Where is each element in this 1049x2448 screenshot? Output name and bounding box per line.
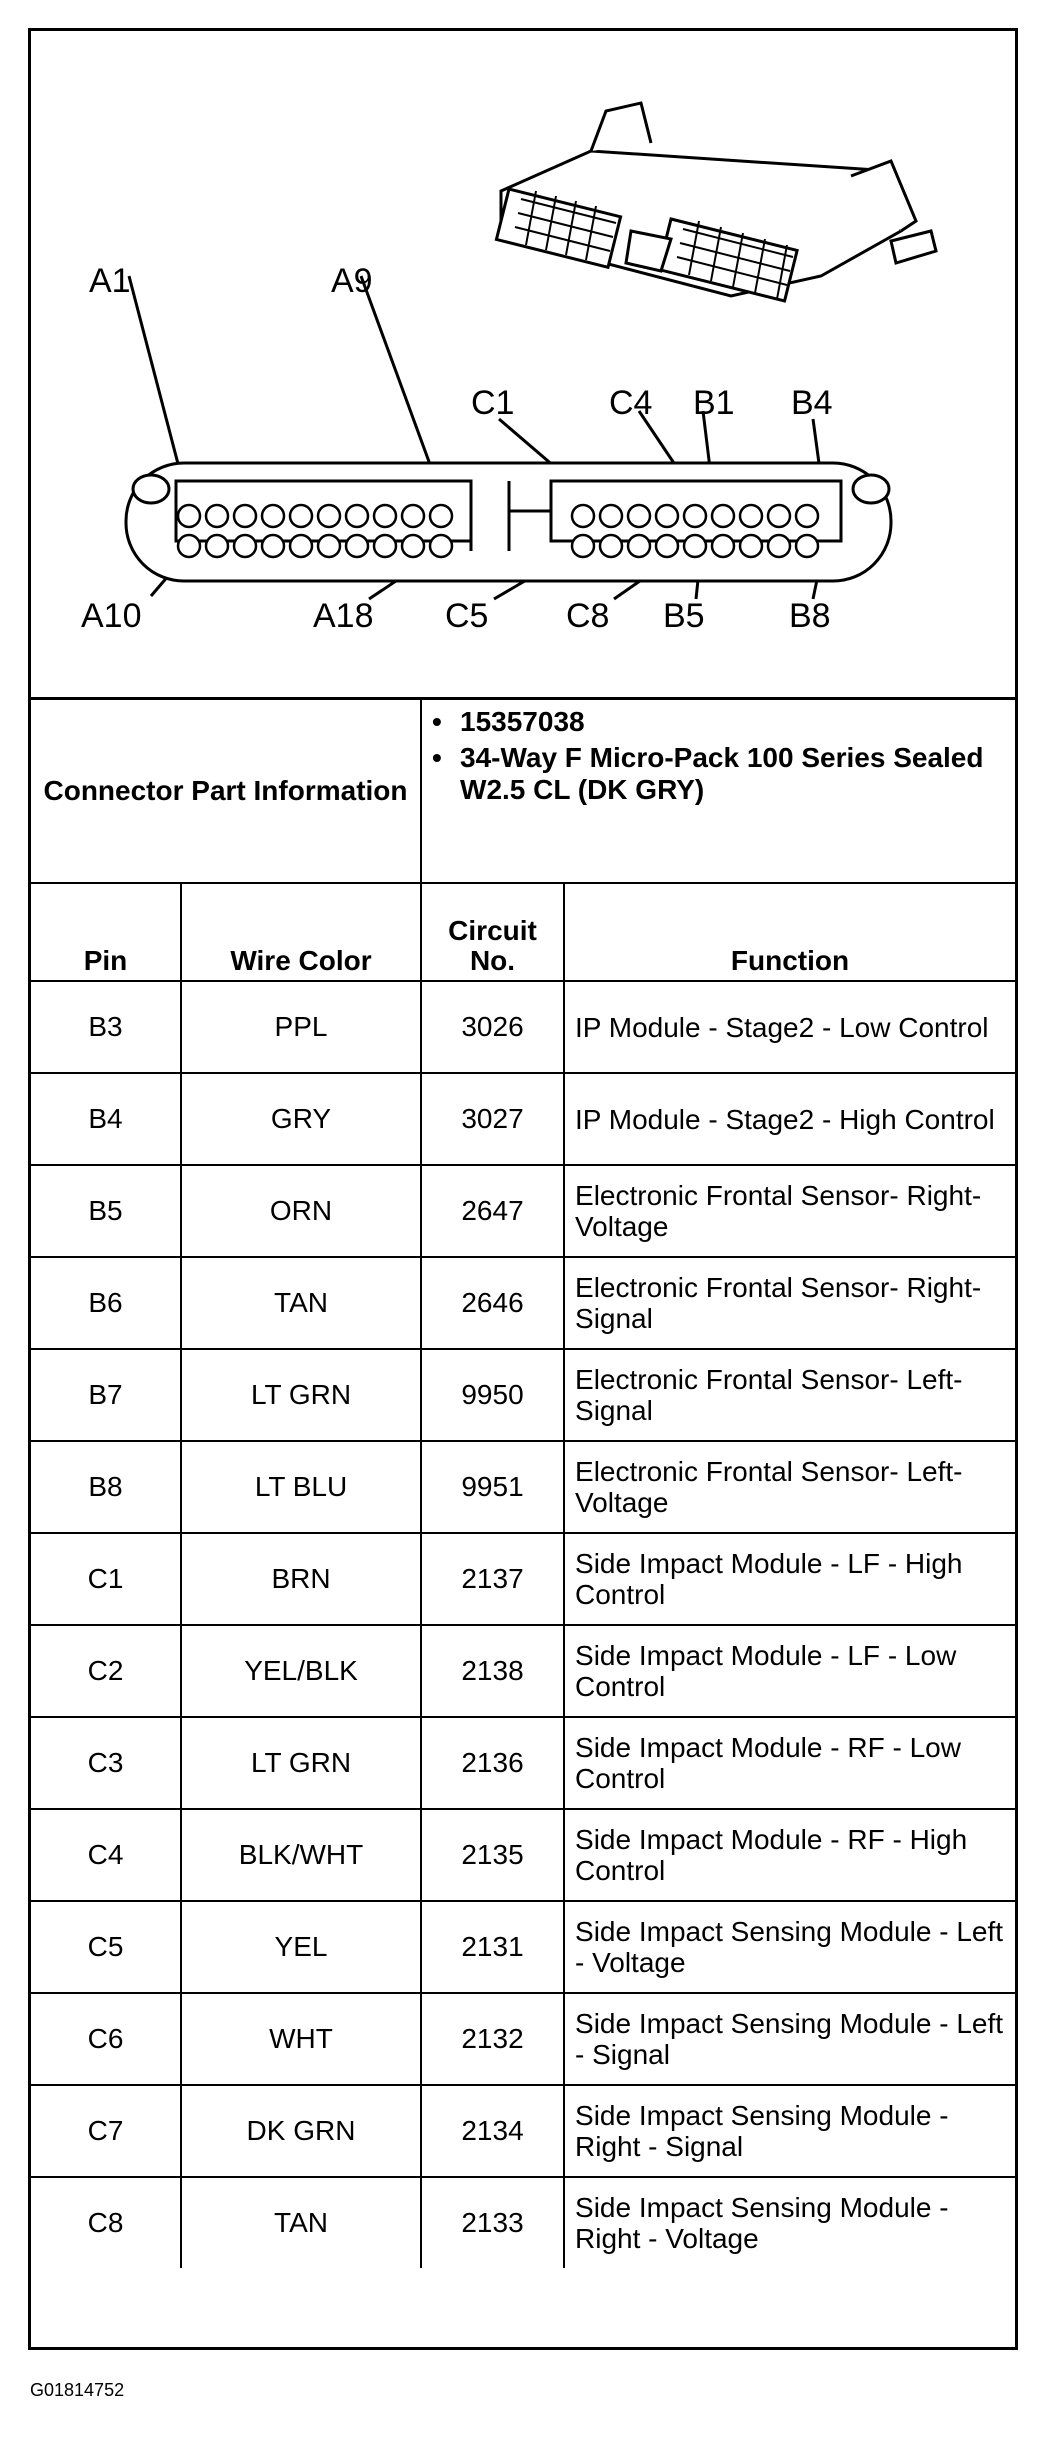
cell-circuit: 3027 <box>421 1073 564 1165</box>
connector-sheet <box>28 28 1018 2350</box>
cell-pin: C3 <box>31 1717 181 1809</box>
table-row <box>31 1717 1015 1809</box>
cell-pin: B3 <box>31 981 181 1073</box>
cell-pin: B6 <box>31 1257 181 1349</box>
cell-circuit: 2131 <box>421 1901 564 1993</box>
connector-face-drawing <box>31 31 1015 697</box>
connector-description: • 34-Way F Micro-Pack 100 Series Sealed W2.5 CL (DK GRY) <box>460 742 1015 806</box>
cell-pin: C1 <box>31 1533 181 1625</box>
cell-wire-color: YEL/BLK <box>181 1625 421 1717</box>
cell-function: Electronic Frontal Sensor- Right- Signal <box>564 1257 1015 1349</box>
pin-label-a18: A18 <box>313 597 374 635</box>
pin-label-c1: C1 <box>471 384 515 422</box>
table-row <box>31 1165 1015 1257</box>
pin-label-a1: A1 <box>89 262 131 300</box>
cell-circuit: 2135 <box>421 1809 564 1901</box>
cell-circuit: 2138 <box>421 1625 564 1717</box>
cell-wire-color: LT GRN <box>181 1349 421 1441</box>
table-row <box>31 1901 1015 1993</box>
header-function: Function <box>564 883 1015 981</box>
table-row <box>31 1533 1015 1625</box>
cell-function: Side Impact Sensing Module - Left - Voltage <box>564 1901 1015 1993</box>
cell-circuit: 9951 <box>421 1441 564 1533</box>
pin-label-a9: A9 <box>331 262 373 300</box>
cell-function: Side Impact Module - LF - High Control <box>564 1533 1015 1625</box>
pin-label-a10: A10 <box>81 597 142 635</box>
cell-wire-color: DK GRN <box>181 2085 421 2177</box>
cell-circuit: 2134 <box>421 2085 564 2177</box>
cell-wire-color: LT GRN <box>181 1717 421 1809</box>
pin-label-c4: C4 <box>609 384 653 422</box>
table-row <box>31 1257 1015 1349</box>
pin-label-c8: C8 <box>566 597 610 635</box>
cell-pin: B8 <box>31 1441 181 1533</box>
cell-wire-color: TAN <box>181 2177 421 2268</box>
pin-label-b1: B1 <box>693 384 735 422</box>
cell-function: IP Module - Stage2 - High Control <box>564 1073 1015 1165</box>
pinout-rows <box>31 981 1015 2268</box>
cell-function: Side Impact Sensing Module - Right - Voltage <box>564 2177 1015 2268</box>
table-row <box>31 1809 1015 1901</box>
cell-wire-color: WHT <box>181 1993 421 2085</box>
pin-label-b8: B8 <box>789 597 831 635</box>
cell-pin: B5 <box>31 1165 181 1257</box>
cell-function: Electronic Frontal Sensor- Right- Voltage <box>564 1165 1015 1257</box>
header-circuit: Circuit No. <box>421 883 564 981</box>
pin-label-b5: B5 <box>663 597 705 635</box>
cell-circuit: 2646 <box>421 1257 564 1349</box>
table-row <box>31 1073 1015 1165</box>
cell-function: Side Impact Sensing Module - Left - Signal <box>564 1993 1015 2085</box>
cell-circuit: 3026 <box>421 981 564 1073</box>
cell-circuit: 2647 <box>421 1165 564 1257</box>
cell-circuit: 2132 <box>421 1993 564 2085</box>
cell-pin: B4 <box>31 1073 181 1165</box>
connector-3d-illustration <box>496 103 936 301</box>
table-row <box>31 2085 1015 2177</box>
cell-pin: C5 <box>31 1901 181 1993</box>
pin-label-b4: B4 <box>791 384 833 422</box>
connector-info-list <box>421 700 1015 883</box>
table-header-row <box>31 883 1015 981</box>
cell-function: Electronic Frontal Sensor- Left- Signal <box>564 1349 1015 1441</box>
connector-info-title: Connector Part Information <box>31 700 421 883</box>
table-row <box>31 981 1015 1073</box>
cell-wire-color: BRN <box>181 1533 421 1625</box>
connector-part-number: • 15357038 <box>460 706 1015 738</box>
pinout-table <box>31 700 1015 2268</box>
cell-circuit: 9950 <box>421 1349 564 1441</box>
cell-pin: C6 <box>31 1993 181 2085</box>
cell-pin: B7 <box>31 1349 181 1441</box>
cell-wire-color: LT BLU <box>181 1441 421 1533</box>
table-row <box>31 1441 1015 1533</box>
cell-function: Side Impact Sensing Module - Right - Signal <box>564 2085 1015 2177</box>
cell-wire-color: TAN <box>181 1257 421 1349</box>
cell-wire-color: GRY <box>181 1073 421 1165</box>
cell-wire-color: PPL <box>181 981 421 1073</box>
cell-pin: C7 <box>31 2085 181 2177</box>
cell-wire-color: ORN <box>181 1165 421 1257</box>
cell-wire-color: YEL <box>181 1901 421 1993</box>
table-row <box>31 1349 1015 1441</box>
header-pin: Pin <box>31 883 181 981</box>
table-row <box>31 1625 1015 1717</box>
cell-function: Electronic Frontal Sensor- Left- Voltage <box>564 1441 1015 1533</box>
cell-pin: C4 <box>31 1809 181 1901</box>
cell-pin: C8 <box>31 2177 181 2268</box>
cell-function: Side Impact Module - LF - Low Control <box>564 1625 1015 1717</box>
cell-pin: C2 <box>31 1625 181 1717</box>
connector-diagram-panel <box>31 31 1015 700</box>
cell-wire-color: BLK/WHT <box>181 1809 421 1901</box>
cell-function: IP Module - Stage2 - Low Control <box>564 981 1015 1073</box>
connector-info-row <box>31 700 1015 883</box>
table-row <box>31 1993 1015 2085</box>
cell-function: Side Impact Module - RF - High Control <box>564 1809 1015 1901</box>
cell-circuit: 2137 <box>421 1533 564 1625</box>
header-wire-color: Wire Color <box>181 883 421 981</box>
table-row <box>31 2177 1015 2268</box>
figure-code: G01814752 <box>30 2380 125 2400</box>
cell-function: Side Impact Module - RF - Low Control <box>564 1717 1015 1809</box>
cell-circuit: 2136 <box>421 1717 564 1809</box>
cell-circuit: 2133 <box>421 2177 564 2268</box>
pin-label-c5: C5 <box>445 597 489 635</box>
